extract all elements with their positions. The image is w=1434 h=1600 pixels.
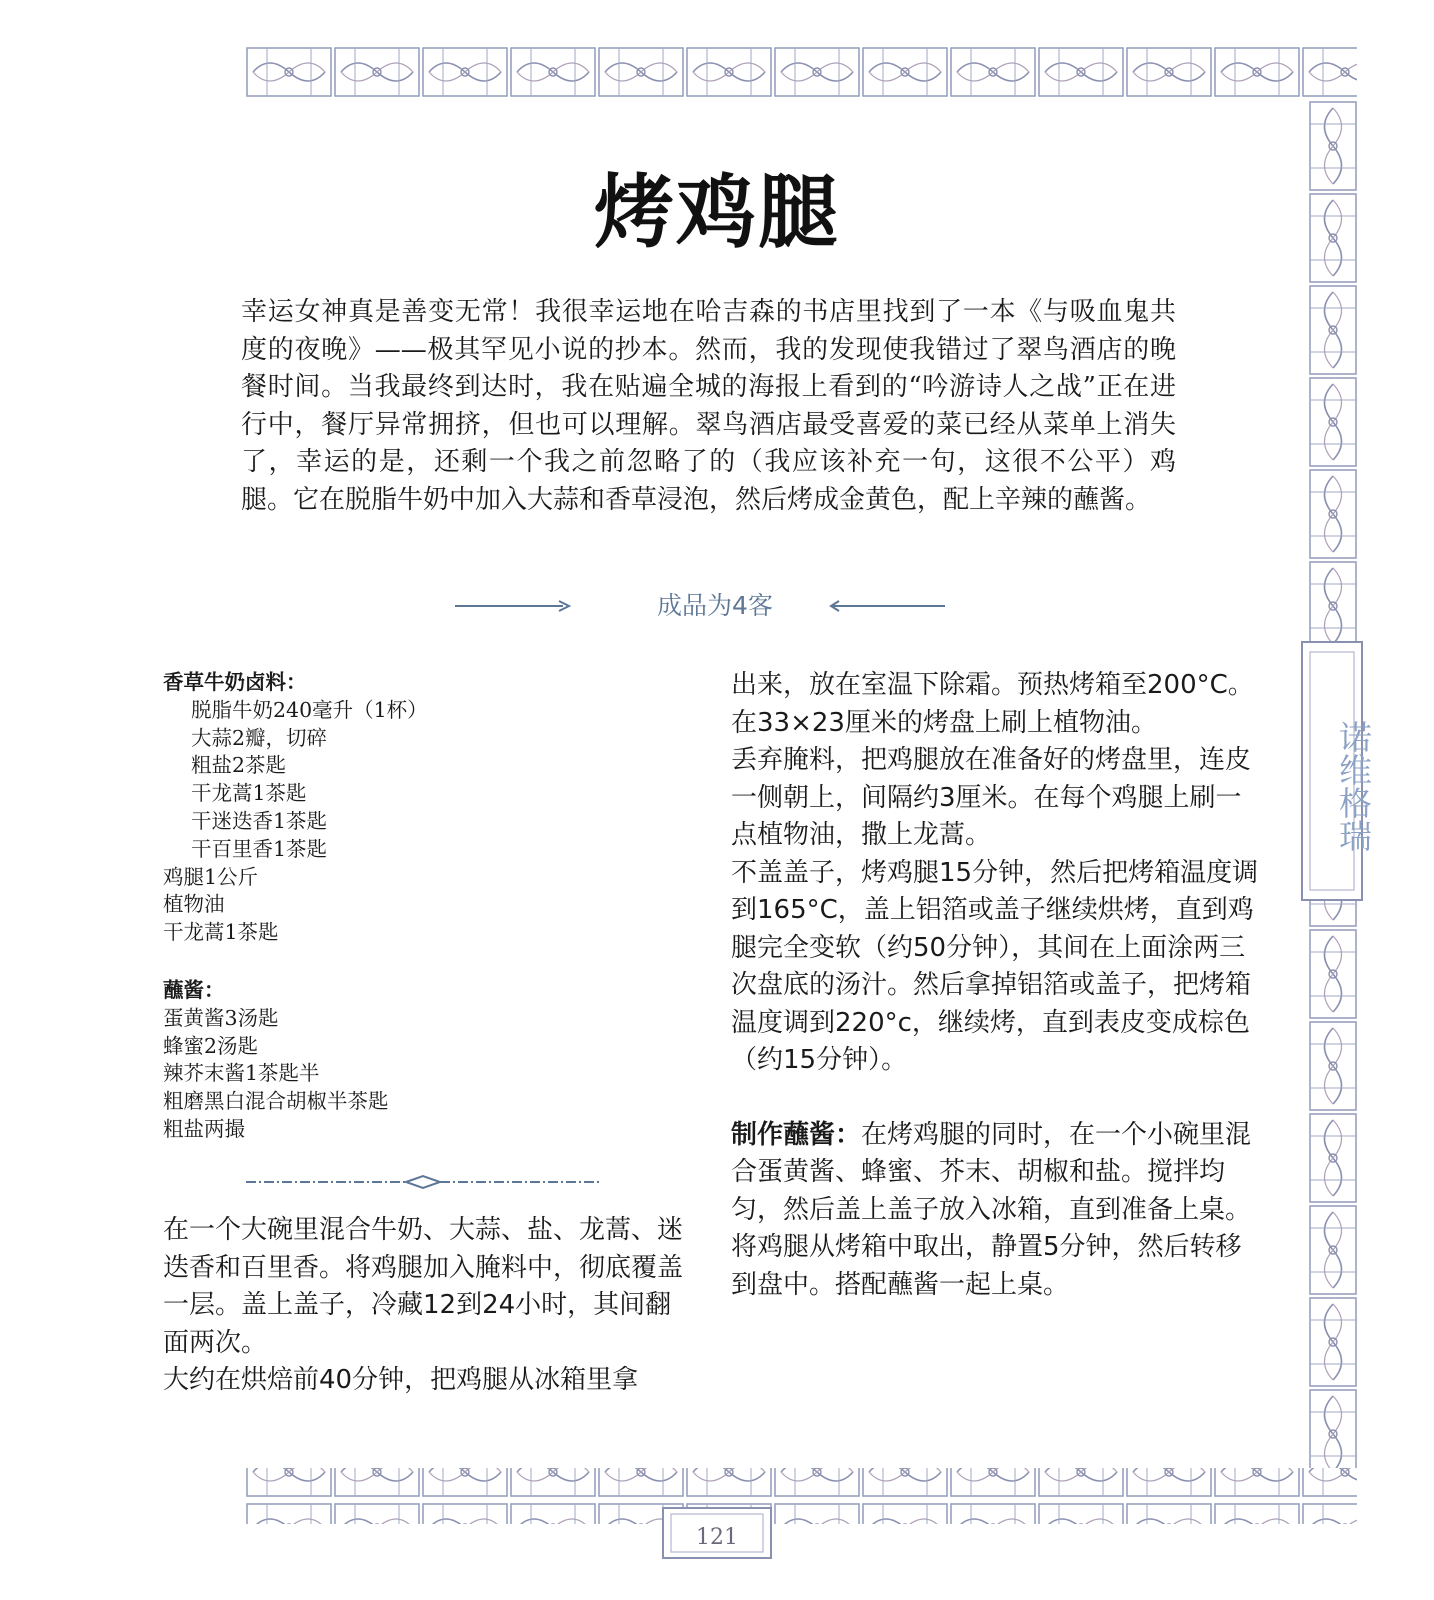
step-paragraph: 丢弃腌料，把鸡腿放在准备好的烤盘里，连皮一侧朝上，间隔约3厘米。在每个鸡腿上刷一点植物油，撒上龙蒿。 [731, 745, 1252, 850]
sauce-ingredients [163, 977, 623, 1144]
servings-label: 成品为4客 [657, 591, 773, 620]
ingredient-item: 植物油 [163, 892, 225, 917]
step-paragraph: 将鸡腿从烤箱中取出，静置5分钟，然后转移到盘中。搭配蘸酱一起上桌。 [731, 1232, 1242, 1300]
ingredient-item: 辣芥末酱1茶匙半 [163, 1061, 320, 1086]
method-steps-left [163, 1212, 683, 1400]
ingredient-item: 蛋黄酱3汤匙 [163, 1005, 279, 1030]
ingredient-item: 干迷迭香1茶匙 [191, 808, 328, 833]
side-tab-label: 诺维格瑞 [1334, 720, 1373, 852]
ingredient-item: 蜂蜜2汤匙 [163, 1033, 259, 1058]
ingredient-item: 鸡腿1公斤 [163, 864, 259, 889]
sauce-step-text: 在烤鸡腿的同时，在一个小碗里混合蛋黄酱、蜂蜜、芥末、胡椒和盐。搅拌均匀，然后盖上盖子放入冰箱，直到准备上桌。 [731, 1119, 1252, 1225]
sauce-step-label: 制作蘸酱： [731, 1119, 862, 1150]
marinade-ingredients [163, 669, 623, 947]
sauce-heading: 蘸酱： [163, 978, 225, 1002]
section-divider [246, 1174, 600, 1190]
step-paragraph: 不盖盖子，烤鸡腿15分钟，然后把烤箱温度调到165°C，盖上铝箔或盖子继续烘烤，直到鸡腿完全变软（约50分钟），其间在上面涂两三次盘底的汤汁。然后拿掉铝箔或盖子，把烤箱温度调到220°c，继续烤，直到表皮变成棕色（约15分钟）。 [731, 857, 1259, 1075]
marinade-heading: 香草牛奶卤料： [163, 670, 307, 694]
ingredient-item: 干龙蒿1茶匙 [163, 920, 279, 945]
bottom-border-band [245, 1468, 1357, 1524]
intro-paragraph: 幸运女神真是善变无常！我很幸运地在哈吉森的书店里找到了一本《与吸血鬼共度的夜晚》——极其罕见小说的抄本。然而，我的发现使我错过了翠鸟酒店的晚餐时间。当我最终到达时，我在贴遍全城的海报上看到的“吟游诗人之战”正在进行中，餐厅异常拥挤，但也可以理解。翠鸟酒店最受喜爱的菜已经从菜单上消失了，幸运的是，还剩一个我之前忽略了的（我应该补充一句，这很不公平）鸡腿。它在脱脂牛奶中加入大蒜和香草浸泡，然后烤成金黄色，配上辛辣的蘸酱。 [241, 297, 1176, 515]
ingredient-item: 粗磨黑白混合胡椒半茶匙 [163, 1089, 389, 1114]
ingredient-item: 粗盐2茶匙 [191, 753, 287, 778]
ingredient-item: 粗盐两撮 [163, 1116, 245, 1141]
ingredient-item: 脱脂牛奶240毫升（1杯） [191, 697, 428, 722]
page-title: 烤鸡腿 [594, 166, 840, 259]
page-number: 121 [696, 1525, 738, 1550]
step-paragraph: 大约在烘焙前40分钟，把鸡腿从冰箱里拿 [163, 1365, 639, 1395]
ingredient-item: 干百里香1茶匙 [191, 836, 328, 861]
ingredient-item: 干龙蒿1茶匙 [191, 781, 307, 806]
ingredient-item: 大蒜2瓣，切碎 [191, 725, 328, 750]
servings-row [455, 584, 975, 624]
sauce-step-paragraph [731, 1117, 1261, 1230]
method-steps-right [731, 667, 1261, 1304]
top-border-band [245, 44, 1357, 100]
step-paragraph: 在一个大碗里混合牛奶、大蒜、盐、龙蒿、迷迭香和百里香。将鸡腿加入腌料中，彻底覆盖一层。盖上盖子，冷藏12到24小时，其间翻面两次。 [163, 1215, 684, 1358]
step-paragraph: 出来，放在室温下除霜。预热烤箱至200°C。在33×23厘米的烤盘上刷上植物油。 [731, 670, 1254, 738]
